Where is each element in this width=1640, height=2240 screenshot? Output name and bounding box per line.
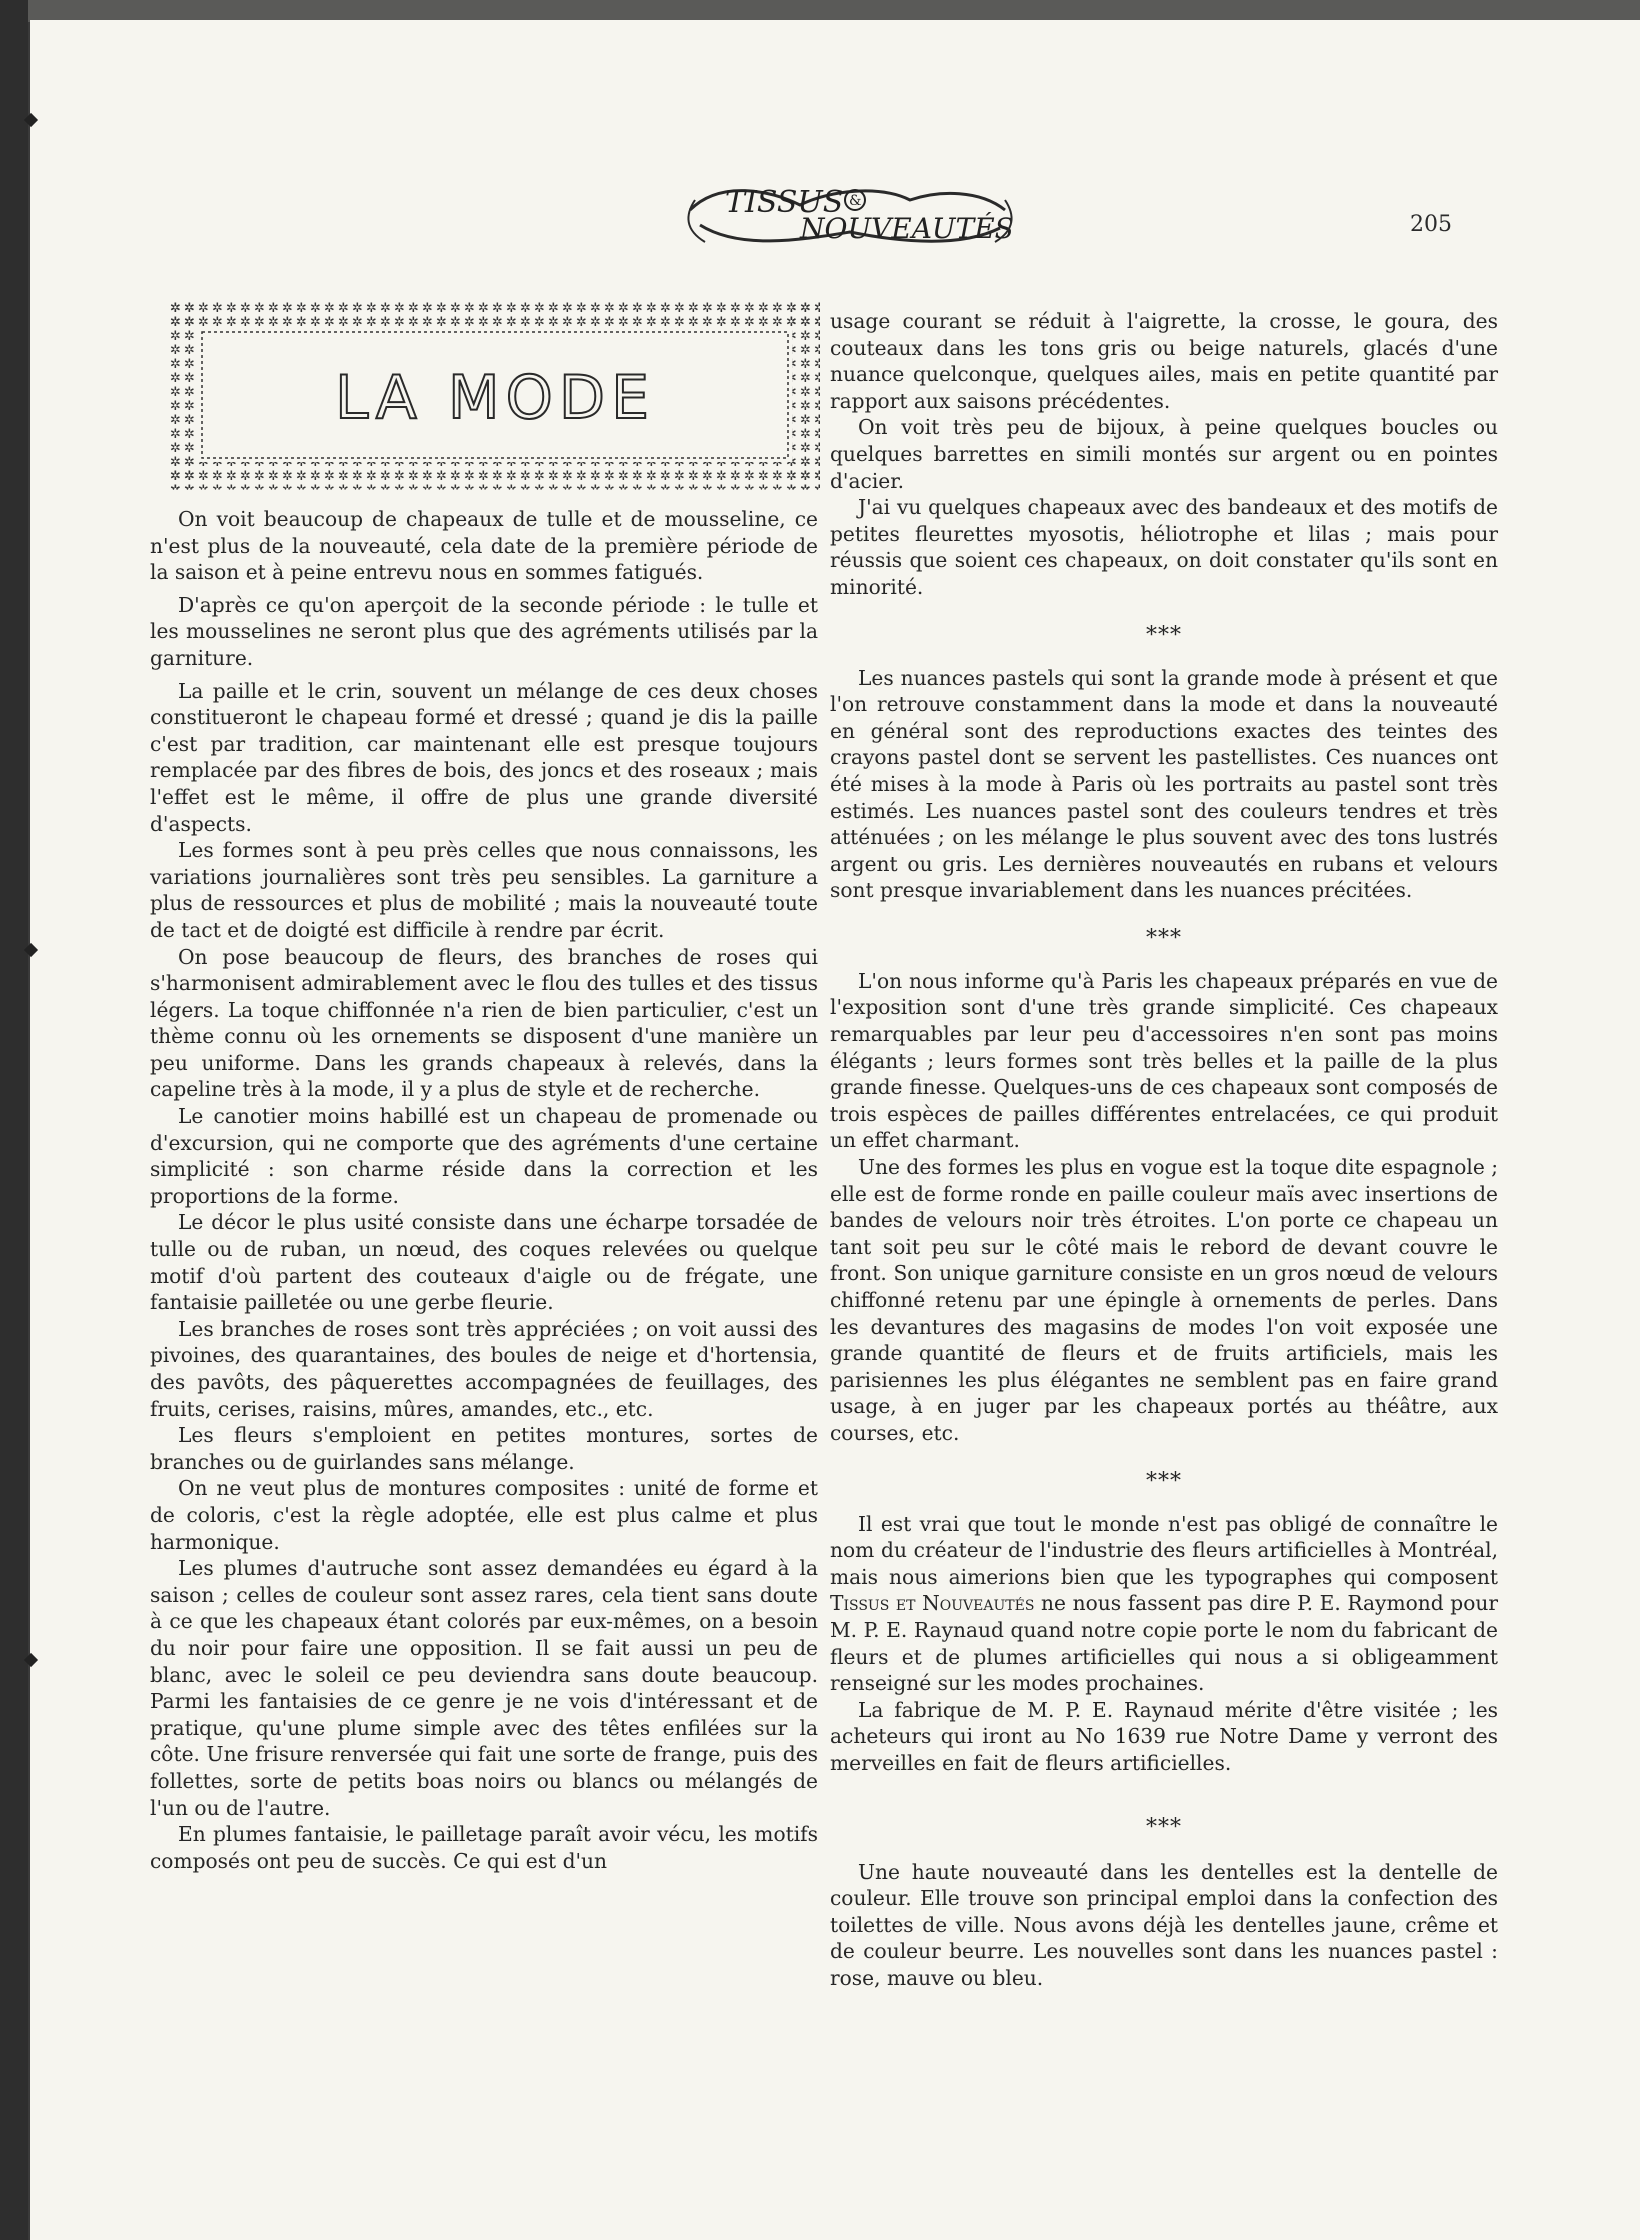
- page-title: LA MODE: [334, 363, 656, 433]
- paragraph: En plumes fantaisie, le pailletage paraît avoir vécu, les motifs composés ont peu de succès. Ce qui est d'un: [150, 1822, 818, 1873]
- paragraph: Les plumes d'autruche sont assez demandées eu égard à la saison ; celles de couleur sont assez rares, cela tient sans doute à ce que les chapeaux étant colorés par eux-mêmes, on a besoin du noir pour faire une opposition. Il se fait aussi un peu de blanc, avec le soleil ce peu deviendra sans doute beaucoup. Parmi les fantaisies de ce genre je ne vois d'intéressant et de pratique, qu'une plume simple avec des têtes enfilées sur la côte. Une frisure renversée qui fait une sorte de frange, puis des follettes, sorte de petits boas noirs ou blancs ou mélangés de l'un ou de l'autre.: [150, 1556, 818, 1820]
- paragraph: J'ai vu quelques chapeaux avec des bandeaux et des motifs de petites fleurettes myosotis, héliotrophe et lilas ; mais pour réussis que soient ces chapeaux, on doit constater qu'ils sont en minorité.: [830, 495, 1498, 599]
- paragraph: Les fleurs s'emploient en petites montures, sortes de branches ou de guirlandes sans mélange.: [150, 1423, 818, 1474]
- paragraph: Les formes sont à peu près celles que nous connaissons, les variations journalières sont très peu sensibles. La garniture a plus de ressources et plus de mobilité ; mais la nouveauté toute de tact et de doigté est difficile à rendre par écrit.: [150, 838, 818, 942]
- paragraph: La fabrique de M. P. E. Raynaud mérite d'être visitée ; les acheteurs qui iront au No 1639 rue Notre Dame y verront des merveilles en fait de fleurs artificielles.: [830, 1697, 1498, 1775]
- scan-left-edge: [0, 0, 28, 2240]
- scan-top-edge: [0, 0, 1640, 22]
- right-column: [830, 308, 1498, 1991]
- section-separator: ***: [1146, 1468, 1182, 1494]
- svg-text:TISSUS: TISSUS: [725, 185, 844, 220]
- paragraph: [830, 1511, 1498, 1697]
- paragraph: La paille et le crin, souvent un mélange de ces deux choses constitueront le chapeau formé et dressé ; quand je dis la paille c'est par tradition, car maintenant elle est presque toujours remplacée par des fibres de bois, des joncs et des roseaux ; mais l'effet est le même, il offre de plus une grande diversité d'aspects.: [150, 678, 818, 836]
- paragraph: On ne veut plus de montures composites : unité de forme et de coloris, c'est la règle adoptée, elle est plus calme et plus harmonique.: [150, 1476, 818, 1554]
- section-separator: ***: [1146, 622, 1182, 648]
- paragraph: Le canotier moins habillé est un chapeau de promenade ou d'excursion, qui ne comporte que des agréments d'une certaine simplicité : son charme réside dans la correction et les proportions de la forme.: [150, 1104, 818, 1208]
- paragraph: On voit très peu de bijoux, à peine quelques boucles ou quelques barrettes en simili montés sur argent ou en pointes d'acier.: [830, 415, 1498, 493]
- paragraph: Une des formes les plus en vogue est la toque dite espagnole ; elle est de forme ronde en paille couleur maïs avec insertions de bandes de velours noir très étroites. L'on porte ce chapeau un tant soit peu sur le côté mais le rebord de devant couvre le front. Son unique garniture consiste en un gros nœud de velours chiffonné retenu par une épingle à ornements de perles. Dans les devantures des magasins de modes l'on voit exposée une grande quantité de fleurs et de fruits artificiels, mais les parisiennes les plus élégantes ne semblent pas en faire grand usage, à en juger par les chapeaux portés au théâtre, aux courses, etc.: [830, 1155, 1498, 1445]
- paragraph: Le décor le plus usité consiste dans une écharpe torsadée de tulle ou de ruban, un nœud, des coques relevées ou quelque motif d'où partent des couteaux d'aigle ou de frégate, une fantaisie pailletée ou une gerbe fleurie.: [150, 1210, 818, 1315]
- paragraph: L'on nous informe qu'à Paris les chapeaux préparés en vue de l'exposition sont d'une très grande simplicité. Ces chapeaux remarquables par leur peu d'accessoires n'en sont pas moins élégants ; leurs formes sont très belles et la paille de la plus grande finesse. Quelques-uns de ces chapeaux sont composés de trois espèces de pailles différentes entrelacées, ce qui produit un effet charmant.: [830, 968, 1498, 1153]
- svg-text:NOUVEAUTÉS: NOUVEAUTÉS: [800, 212, 1014, 245]
- masthead-logo: [680, 170, 1020, 260]
- text-run: Il est vrai que tout le monde n'est pas obligé de connaître le nom du créateur de l'industrie des fleurs artificielles à Montréal, mais nous aimerions bien que les typographes qui composent: [830, 1511, 1498, 1589]
- paragraph: Une haute nouveauté dans les dentelles est la dentelle de couleur. Elle trouve son principal emploi dans la confection des toilettes de ville. Nous avons déjà les dentelles jaune, crême et de couleur beurre. Les nouvelles sont dans les nuances pastel : rose, mauve ou bleu.: [830, 1859, 1498, 1990]
- left-column: [150, 506, 818, 1874]
- paragraph: Les branches de roses sont très appréciées ; on voit aussi des pivoines, des quarantaines, des boules de neige et d'hortensia, des pavôts, des pâquerettes accompagnées de feuillages, des fruits, cerises, raisins, mûres, amandes, etc., etc.: [150, 1316, 818, 1421]
- journal-name: Tissus et Nouveautés: [830, 1591, 1035, 1616]
- page-number: 205: [1410, 212, 1452, 237]
- paragraph: D'après ce qu'on aperçoit de la seconde période : le tulle et les mousselines ne seront plus que des agréments utilisés par la garniture.: [150, 592, 818, 670]
- paragraph: On pose beaucoup de fleurs, des branches de roses qui s'harmonisent admirablement avec le flou des tulles et des tissus légers. La toque chiffonnée n'a rien de bien particulier, c'est un thème connu où les ornements se disposent d'une manière un peu uniforme. Dans les grands chapeaux à relevés, dans la capeline très à la mode, il y a plus de style et de recherche.: [150, 944, 818, 1102]
- paragraph: usage courant se réduit à l'aigrette, la crosse, le goura, des couteaux dans les tons gris ou beige naturels, glacés d'une nuance quelconque, quelques ailes, mais en petite quantité par rapport aux saisons précédentes.: [830, 309, 1498, 413]
- title-frame: [170, 300, 820, 490]
- section-separator: ***: [1146, 1814, 1182, 1840]
- paragraph: On voit beaucoup de chapeaux de tulle et de mousseline, ce n'est plus de la nouveauté, cela date de la première période de la saison et à peine entrevu nous en sommes fatigués.: [150, 507, 818, 585]
- section-separator: ***: [1146, 925, 1182, 951]
- document-page: [30, 20, 1640, 2240]
- svg-text:&: &: [849, 193, 862, 209]
- paragraph: Les nuances pastels qui sont la grande mode à présent et que l'on retrouve constamment dans la mode et dans la nouveauté en général sont des reproductions exactes des teintes des crayons pastel dont se servent les pastellistes. Ces nuances ont été mises à la mode à Paris où les portraits au pastel sont très estimés. Les nuances pastel sont des couleurs tendres et très atténuées ; on les mélange le plus souvent avec des tons lustrés argent ou gris. Les dernières nouveautés en rubans et velours sont presque invariablement dans les nuances précitées.: [830, 665, 1498, 903]
- text-run: ne nous fassent pas dire P. E. Raymond pour M. P. E. Raynaud quand notre copie porte le nom du fabricant de fleurs et de plumes artificielles qui nous a si obligeamment renseigné sur les modes prochaines.: [830, 1591, 1498, 1696]
